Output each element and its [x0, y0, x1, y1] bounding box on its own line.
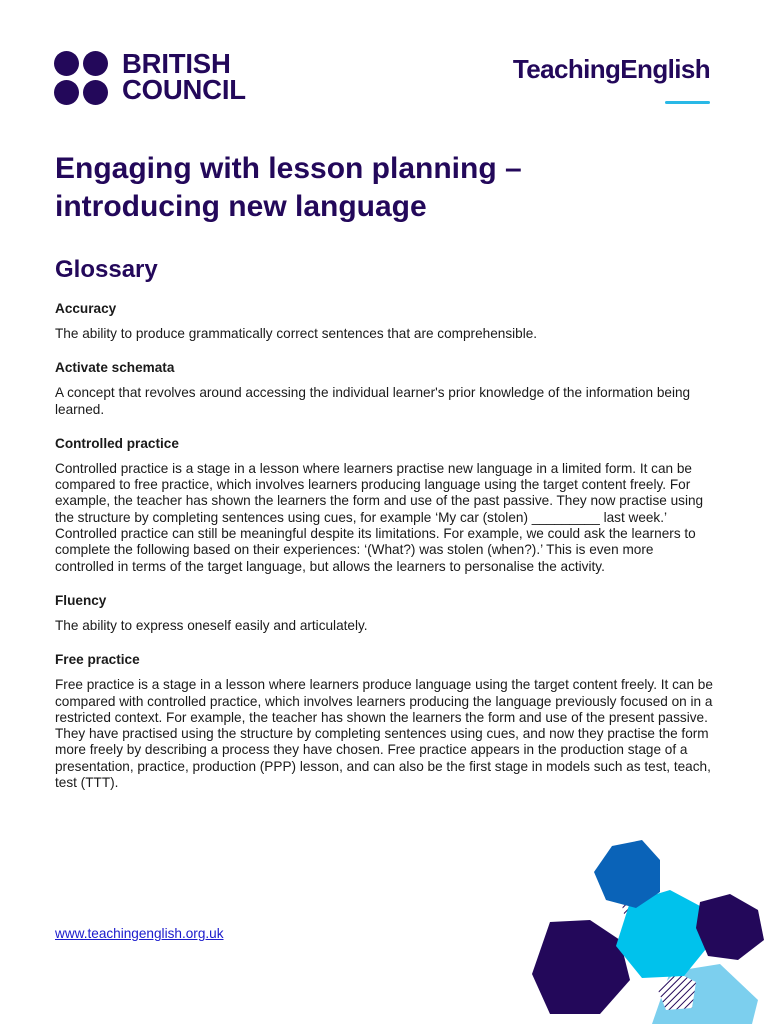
glossary-definition: The ability to produce grammatically correct sentences that are comprehensible.	[55, 326, 538, 341]
brand-underline	[665, 101, 710, 104]
glossary-entry	[55, 592, 715, 634]
teachingenglish-brand: TeachingEnglish	[512, 54, 710, 84]
glossary-term: Fluency	[55, 592, 107, 608]
page-title: Engaging with lesson planning – introducing new language	[55, 152, 522, 223]
hexagon-shape	[696, 894, 764, 960]
glossary-list	[55, 300, 715, 808]
hexagon-decoration	[520, 840, 768, 1024]
hexagon-shape	[594, 840, 660, 908]
glossary-term: Activate schemata	[55, 360, 175, 376]
logo-line-1: BRITISH	[122, 48, 231, 79]
british-council-logo	[54, 48, 254, 107]
logo-line-2: COUNCIL	[122, 74, 246, 105]
glossary-term: Controlled practice	[55, 435, 179, 451]
glossary-entry	[55, 359, 715, 418]
glossary-entry	[55, 300, 715, 342]
website-link[interactable]: www.teachingenglish.org.uk	[55, 926, 224, 941]
hexagon-shape	[532, 920, 630, 1014]
glossary-term: Free practice	[55, 652, 140, 668]
glossary-definition: A concept that revolves around accessing the individual learner's prior knowledge of the information being learned.	[55, 385, 691, 417]
glossary-definition: The ability to express oneself easily and articulately.	[55, 617, 368, 633]
glossary-entry	[55, 435, 715, 575]
logo-dots-icon	[54, 51, 112, 105]
glossary-term: Accuracy	[55, 301, 117, 316]
section-heading: Glossary	[55, 256, 158, 283]
glossary-definition: Controlled practice is a stage in a lesson where learners practise new language in a limited form. It can be compared to free practice, which involves learners producing language using the target content freely. For example, the teacher has shown the learners the form and use of the past passive. They now practise using the structure by completing sentences using cues, for example ‘My car (stolen) _________ last week.’ Controlled practice can still be meaningful despite its limitations. For example, we could ask the learners to complete the following based on their experiences: ‘(What?) was stolen (when?).’ This is even more controlled in terms of the target language, but allows the learners to personalise the activity.	[55, 460, 704, 574]
glossary-definition: Free practice is a stage in a lesson where learners produce language using the target content freely. It can be compared with controlled practice, which involves learners producing the language previously focused on in a restricted context. For example, the teacher has shown the learners the form and use of the present passive. They have practised using the structure by completing sentences using cues, and now they practise the form more freely by describing a process they have chosen. Free practice appears in the production stage of a presentation, practice, production (PPP) lesson, and can also be the first stage in models such as test, teach, test (TTT).	[55, 677, 713, 791]
logo-wordmark	[122, 48, 246, 105]
glossary-entry	[55, 651, 715, 791]
